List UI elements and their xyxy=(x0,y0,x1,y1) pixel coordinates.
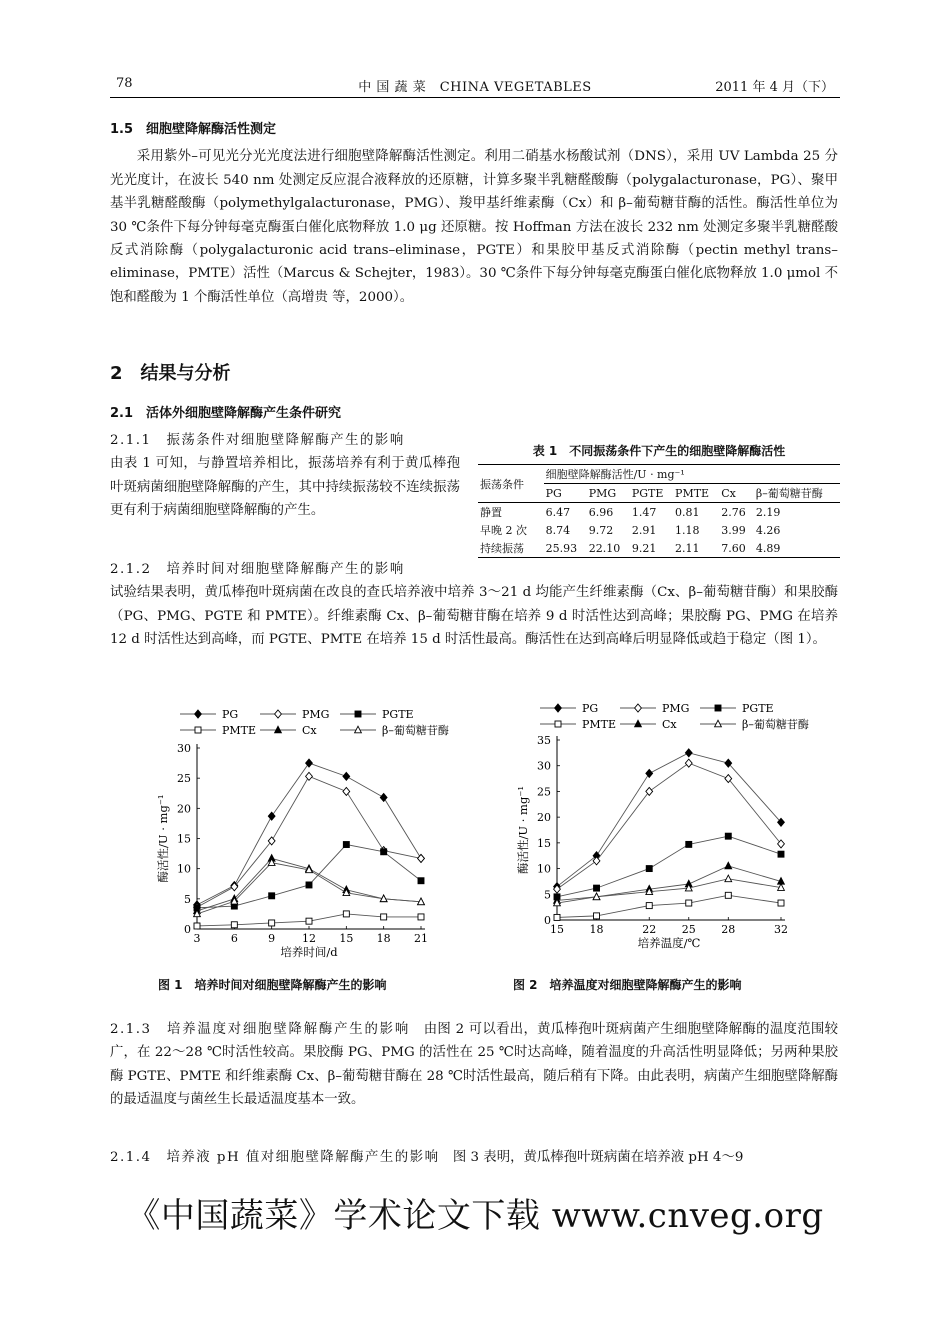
y-tick-label: 0 xyxy=(184,923,191,936)
data-point xyxy=(343,842,349,848)
cell: 0.81 xyxy=(675,505,700,519)
legend-entry xyxy=(340,723,449,737)
legend-entry xyxy=(260,724,317,737)
issue-date: 2011 年 4 月（下） xyxy=(715,80,834,95)
table-col-header: PMTE xyxy=(675,486,710,500)
table-1 xyxy=(478,442,840,558)
x-tick-label: 18 xyxy=(589,923,604,936)
y-tick-label: 25 xyxy=(537,785,551,799)
data-point xyxy=(685,759,692,767)
legend-label: PMG xyxy=(662,702,690,715)
table-caption: 表 1 不同振荡条件下产生的细胞壁降解酶活性 xyxy=(532,444,786,458)
series-line xyxy=(557,753,781,887)
legend-label: β–葡萄糖苷酶 xyxy=(382,724,449,737)
series-PMG xyxy=(554,759,785,893)
data-point xyxy=(685,749,692,757)
legend-label: PGTE xyxy=(742,702,774,715)
x-tick-label: 22 xyxy=(642,923,657,936)
data-point xyxy=(306,772,313,780)
legend-entry xyxy=(180,724,256,737)
cell: 2.91 xyxy=(631,523,657,537)
x-tick-label: 32 xyxy=(774,923,788,936)
data-point xyxy=(269,893,275,899)
section-2-1-2 xyxy=(110,558,838,652)
section-2 xyxy=(110,362,838,385)
cell: 2.19 xyxy=(755,505,781,519)
data-point xyxy=(778,851,784,857)
data-point xyxy=(554,914,560,920)
table xyxy=(478,464,840,558)
legend-entry xyxy=(620,702,689,715)
data-point xyxy=(725,892,731,898)
data-point xyxy=(381,849,387,855)
data-point xyxy=(418,854,425,862)
legend-marker xyxy=(715,705,721,711)
figure-2-chart xyxy=(500,700,820,965)
data-point xyxy=(594,913,600,919)
y-axis-label: 酶活性/U · mg⁻¹ xyxy=(516,786,530,874)
cell: 9.21 xyxy=(631,541,657,555)
data-point xyxy=(725,833,731,839)
paragraph: 试验结果表明，黄瓜棒孢叶斑病菌在改良的查氏培养液中培养 3～21 d 均能产生纤维素酶（Cx、β–葡萄糖苷酶）和果胶酶（PG、PMG、PGTE 和 PMTE）。纤维素酶 Cx、β–葡萄糖苷酶在培养 9 d 时活性达到高峰；果胶酶 PG、PMG 在培养 12 d 时活性达到高峰，而 PGTE、PMTE 在培养 15 d 时活性最高。酶活性在达到高峰后明显降低或趋于稳定（图 1）。 xyxy=(110,585,838,648)
y-tick-label: 20 xyxy=(537,811,551,825)
figure-1-caption: 图 1 培养时间对细胞壁降解酶产生的影响 xyxy=(158,978,387,992)
legend-marker xyxy=(555,704,562,712)
legend-marker xyxy=(275,726,282,733)
section-title: 1.5 细胞壁降解酶活性测定 xyxy=(110,122,277,137)
table-row xyxy=(478,503,840,522)
data-point xyxy=(306,882,312,888)
cell: 6.47 xyxy=(545,505,571,519)
legend-marker xyxy=(195,710,202,718)
cell: 22.10 xyxy=(588,541,621,555)
legend-marker xyxy=(635,704,642,712)
figure-2-caption: 图 2 培养温度对细胞壁降解酶产生的影响 xyxy=(513,978,742,992)
legend-label: PMTE xyxy=(582,718,617,731)
data-point xyxy=(594,885,600,891)
cell: 1.18 xyxy=(675,523,700,537)
subsection-title: 2.1.4 培养液 pH 值对细胞壁降解酶产生的影响 xyxy=(110,1150,440,1165)
data-point xyxy=(686,841,692,847)
x-tick-label: 12 xyxy=(302,932,316,945)
section-2-1-4 xyxy=(110,1146,838,1169)
series-line xyxy=(557,866,781,900)
legend-marker xyxy=(355,726,362,733)
legend-label: PMG xyxy=(302,708,330,721)
data-point xyxy=(725,875,732,882)
legend-entry xyxy=(540,702,598,715)
figure-1-chart xyxy=(140,700,449,965)
section-title: 2.1 活体外细胞壁降解酶产生条件研究 xyxy=(110,406,342,421)
cell: 7.60 xyxy=(721,541,746,555)
y-tick-label: 35 xyxy=(537,734,551,747)
cell: 4.26 xyxy=(755,523,781,537)
data-point xyxy=(306,918,312,924)
legend-marker xyxy=(555,721,561,727)
data-point xyxy=(343,772,350,780)
series-line xyxy=(557,836,781,897)
series-β–葡萄糖苷酶 xyxy=(554,875,785,906)
series-line xyxy=(557,879,781,903)
row-label: 静置 xyxy=(480,506,502,519)
y-tick-label: 10 xyxy=(177,862,191,876)
paragraph: 采用紫外–可见光分光光度法进行细胞壁降解酶活性测定。利用二硝基水杨酸试剂（DNS），采用 UV Lambda 25 分光光度计，在波长 540 nm 处测定反应混合液释放的还原糖，计算多聚半乳糖醛酸酶（polygalacturonase，PG）、聚甲基半乳糖醛酸酶（polymethylgalacturonase，PMG）、羧甲基纤维素酶（Cx）和 β–葡萄糖苷酶的活性。酶活性单位为 30 ℃条件下每分钟每毫克酶蛋白催化底物释放 1.0 μg 还原糖。按 Hoffman 方法在波长 232 nm 处测定多聚半乳糖醛酸反式消除酶（polygalacturonic acid trans–eliminase，PGTE）和果胶甲基反式消除酶（pectin methyl trans–eliminase，PMTE）活性（Marcus & Schejter，1983）。30 ℃条件下每分钟每毫克酶蛋白催化底物释放 1.0 μmol 不饱和醛酸为 1 个酶活性单位（高增贵 等，2000）。 xyxy=(110,149,838,305)
legend-label: PG xyxy=(222,708,239,721)
row-label: 早晚 2 次 xyxy=(480,524,527,537)
legend-marker xyxy=(195,727,201,733)
section-title: 2 结果与分析 xyxy=(110,363,231,384)
legend-label: PG xyxy=(582,702,599,715)
x-tick-label: 3 xyxy=(193,932,201,945)
y-tick-label: 30 xyxy=(537,759,551,773)
x-tick-label: 21 xyxy=(414,932,428,945)
legend-label: β–葡萄糖苷酶 xyxy=(742,718,809,731)
series-PG xyxy=(554,749,785,891)
paragraph: 由表 1 可知，与静置培养相比，振荡培养有利于黄瓜棒孢叶斑病菌细胞壁降解酶的产生，其中持续振荡较不连续振荡更有利于病菌细胞壁降解酶的产生。 xyxy=(110,456,460,519)
data-point xyxy=(778,900,784,906)
cell: 6.96 xyxy=(588,505,614,519)
data-point xyxy=(686,900,692,906)
table-col-header: PG xyxy=(545,486,562,500)
legend-entry xyxy=(540,718,616,731)
page-number: 78 xyxy=(116,76,133,91)
table-col-header: Cx xyxy=(721,486,736,500)
table-row xyxy=(478,521,840,539)
cell: 8.74 xyxy=(545,523,571,537)
legend-marker xyxy=(355,711,361,717)
y-tick-label: 15 xyxy=(177,832,191,846)
table-col-header: PMG xyxy=(588,486,617,500)
data-point xyxy=(343,911,349,917)
paragraph: 由图 2 可以看出，黄瓜棒孢叶斑病菌产生细胞壁降解酶的温度范围较广，在 22～28 ℃时活性较高。果胶酶 PG、PMG 的活性在 25 ℃时达高峰，随着温度的升高活性明显降低；另两种果胶酶 PGTE、PMTE 和纤维素酶 Cx、β–葡萄糖苷酶在 28 ℃时活性最高，随后稍有下降。由此表明，病菌产生细胞壁降解酶的最适温度与菌丝生长最适温度基本一致。 xyxy=(110,1022,839,1108)
table-group-header: 细胞壁降解酶活性/U · mg⁻¹ xyxy=(544,465,840,484)
x-tick-label: 6 xyxy=(230,932,238,945)
subsection-title: 2.1.2 培养时间对细胞壁降解酶产生的影响 xyxy=(110,562,405,577)
legend-entry xyxy=(620,718,677,731)
table-col-header: PGTE xyxy=(631,486,664,500)
y-tick-label: 25 xyxy=(177,772,191,786)
subsection-title: 2.1.3 培养温度对细胞壁降解酶产生的影响 xyxy=(110,1022,411,1037)
cell: 25.93 xyxy=(545,541,578,555)
legend-entry xyxy=(260,708,329,721)
series-line xyxy=(197,845,421,908)
cell: 2.76 xyxy=(721,505,746,519)
legend-entry xyxy=(700,717,809,731)
data-point xyxy=(646,903,652,909)
cell: 2.11 xyxy=(675,541,700,555)
y-tick-label: 20 xyxy=(177,802,191,816)
legend-label: Cx xyxy=(662,718,677,731)
data-point xyxy=(380,793,387,801)
paragraph: 图 3 表明，黄瓜棒孢叶斑病菌在培养液 pH 4～9 xyxy=(452,1150,744,1165)
y-tick-label: 0 xyxy=(544,914,551,927)
data-point xyxy=(381,914,387,920)
table-row-header: 振荡条件 xyxy=(480,477,524,491)
cell: 9.72 xyxy=(588,523,614,537)
data-point xyxy=(646,866,652,872)
x-tick-label: 15 xyxy=(550,923,564,936)
section-2-1-3 xyxy=(110,1018,838,1112)
legend-entry xyxy=(340,708,414,721)
table-row xyxy=(478,539,840,558)
legend-entry xyxy=(700,702,774,715)
header-rule xyxy=(110,97,840,98)
y-tick-label: 5 xyxy=(184,892,191,906)
y-tick-label: 10 xyxy=(537,862,551,876)
subsection-title: 2.1.1 振荡条件对细胞壁降解酶产生的影响 xyxy=(110,433,405,448)
data-point xyxy=(418,878,424,884)
section-2-1 xyxy=(110,402,838,425)
legend-marker xyxy=(275,710,282,718)
legend-label: Cx xyxy=(302,724,317,737)
series-line xyxy=(557,763,781,889)
table-col-header: β–葡萄糖苷酶 xyxy=(755,487,823,500)
journal-name: 中 国 蔬 菜 CHINA VEGETABLES xyxy=(358,80,592,95)
legend-label: PGTE xyxy=(382,708,414,721)
x-tick-label: 25 xyxy=(681,923,696,936)
data-point xyxy=(418,914,424,920)
cell: 4.89 xyxy=(755,541,781,555)
cell: 1.47 xyxy=(631,505,657,519)
x-tick-label: 18 xyxy=(376,932,391,945)
series-PMTE xyxy=(554,892,784,920)
cell: 3.99 xyxy=(721,523,746,537)
legend-label: PMTE xyxy=(222,724,257,737)
data-point xyxy=(269,920,275,926)
x-axis-label: 培养温度/℃ xyxy=(637,936,701,950)
data-point xyxy=(725,862,732,869)
y-tick-label: 15 xyxy=(537,836,551,850)
download-footer: 《中国蔬菜》学术论文下载 www.cnveg.org xyxy=(126,1196,824,1236)
data-point xyxy=(646,769,653,777)
x-tick-label: 28 xyxy=(721,923,736,936)
x-axis-label: 培养时间/d xyxy=(280,945,338,959)
data-point xyxy=(343,787,350,795)
section-1-5 xyxy=(110,118,838,309)
x-tick-label: 15 xyxy=(339,932,354,945)
x-tick-label: 9 xyxy=(268,932,276,945)
y-tick-label: 5 xyxy=(544,888,551,902)
legend-marker xyxy=(635,720,642,727)
data-point xyxy=(231,922,237,928)
legend-entry xyxy=(180,708,238,721)
series-PMG xyxy=(194,772,425,911)
section-2-1-1 xyxy=(110,429,460,523)
row-label: 持续振荡 xyxy=(480,542,524,555)
y-axis-label: 酶活性/U · mg⁻¹ xyxy=(156,794,170,883)
series-line xyxy=(557,895,781,917)
y-tick-label: 30 xyxy=(177,742,191,755)
data-point xyxy=(194,923,200,929)
legend-marker xyxy=(715,720,722,727)
